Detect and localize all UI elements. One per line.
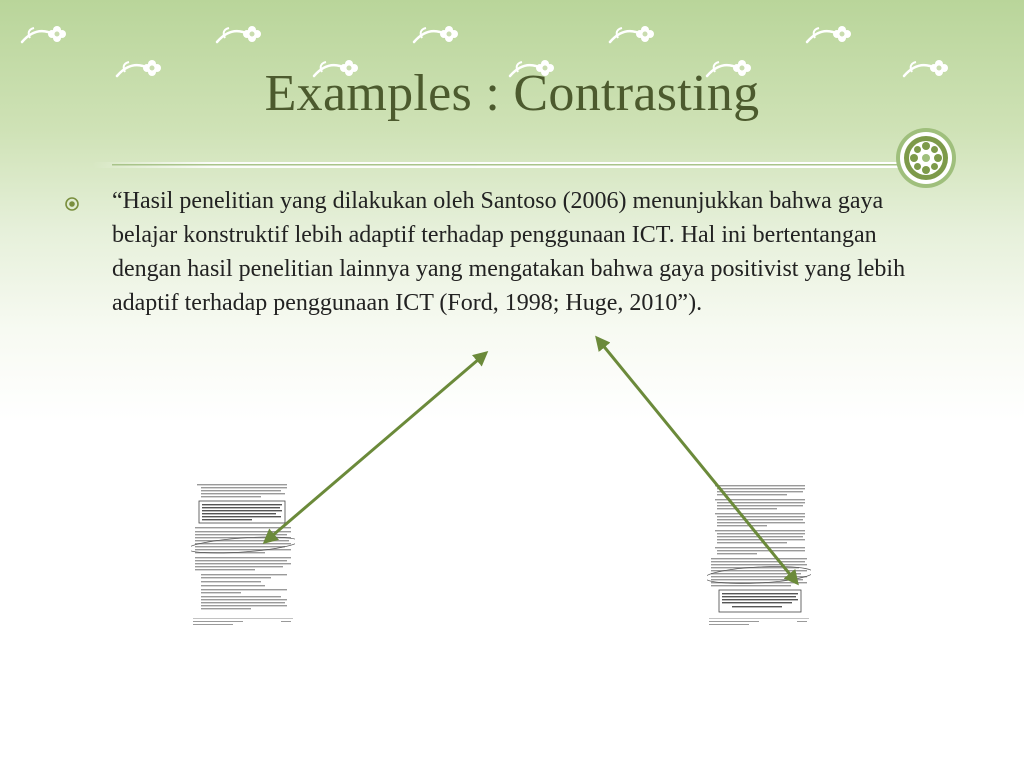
slide-title[interactable]: Examples : Contrasting	[264, 65, 760, 122]
bullet-text[interactable]: “Hasil penelitian yang dilakukan oleh Santoso (2006) menunjukkan bahwa gaya belajar konstruktif lebih adaptif terhadap penggunaan ICT. Hal ini bertentangan dengan hasil penelitian lainnya yang mengatakan bahwa gaya positivist yang lebih adaptif terhadap penggunaan ICT (Ford, 1998; Huge, 2010”).	[112, 188, 906, 316]
left-document-thumbnail[interactable]	[191, 482, 295, 628]
flower-sprig-icon	[20, 18, 66, 48]
right-document-thumbnail[interactable]	[707, 482, 811, 628]
ornamental-emblem-icon	[895, 127, 957, 189]
circle-bullet-icon	[64, 196, 80, 212]
flower-sprig-icon	[805, 18, 851, 48]
title-divider	[92, 160, 912, 170]
flower-sprig-icon	[608, 18, 654, 48]
flower-sprig-icon	[412, 18, 458, 48]
flower-sprig-icon	[215, 18, 261, 48]
left-connector-arrow	[265, 353, 486, 542]
